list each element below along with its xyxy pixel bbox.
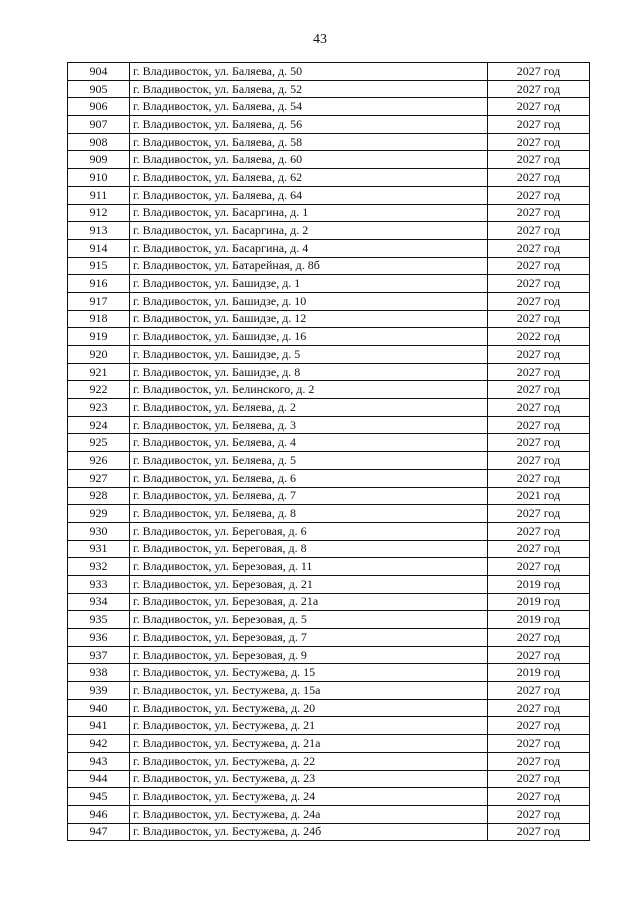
year-cell: 2027 год xyxy=(488,717,590,735)
year-cell: 2027 год xyxy=(488,788,590,806)
table-row xyxy=(68,169,590,187)
address-cell: г. Владивосток, ул. Батарейная, д. 8б xyxy=(130,257,488,275)
address-cell: г. Владивосток, ул. Бестужева, д. 23 xyxy=(130,770,488,788)
address-cell: г. Владивосток, ул. Беляева, д. 3 xyxy=(130,416,488,434)
row-number-cell: 924 xyxy=(68,416,130,434)
table-row xyxy=(68,292,590,310)
table-row xyxy=(68,788,590,806)
year-cell: 2027 год xyxy=(488,629,590,647)
year-cell: 2027 год xyxy=(488,169,590,187)
address-cell: г. Владивосток, ул. Баляева, д. 60 xyxy=(130,151,488,169)
row-number-cell: 935 xyxy=(68,611,130,629)
row-number-cell: 918 xyxy=(68,310,130,328)
row-number-cell: 922 xyxy=(68,381,130,399)
table-row xyxy=(68,381,590,399)
year-cell: 2019 год xyxy=(488,664,590,682)
table-row xyxy=(68,540,590,558)
address-cell: г. Владивосток, ул. Беляева, д. 8 xyxy=(130,505,488,523)
row-number-cell: 909 xyxy=(68,151,130,169)
row-number-cell: 947 xyxy=(68,823,130,841)
row-number-cell: 945 xyxy=(68,788,130,806)
row-number-cell: 938 xyxy=(68,664,130,682)
table-row xyxy=(68,151,590,169)
year-cell: 2019 год xyxy=(488,611,590,629)
year-cell: 2022 год xyxy=(488,328,590,346)
table-row xyxy=(68,646,590,664)
address-cell: г. Владивосток, ул. Башидзе, д. 1 xyxy=(130,275,488,293)
row-number-cell: 923 xyxy=(68,399,130,417)
table-row xyxy=(68,80,590,98)
row-number-cell: 907 xyxy=(68,116,130,134)
table-row xyxy=(68,522,590,540)
row-number-cell: 905 xyxy=(68,80,130,98)
row-number-cell: 913 xyxy=(68,222,130,240)
table-row xyxy=(68,469,590,487)
year-cell: 2027 год xyxy=(488,469,590,487)
table-row xyxy=(68,222,590,240)
table-row xyxy=(68,239,590,257)
year-cell: 2027 год xyxy=(488,133,590,151)
address-cell: г. Владивосток, ул. Береговая, д. 8 xyxy=(130,540,488,558)
page-number: 43 xyxy=(313,32,327,47)
year-cell: 2027 год xyxy=(488,151,590,169)
address-cell: г. Владивосток, ул. Баляева, д. 58 xyxy=(130,133,488,151)
table-row xyxy=(68,558,590,576)
address-cell: г. Владивосток, ул. Бестужева, д. 24 xyxy=(130,788,488,806)
year-cell: 2027 год xyxy=(488,452,590,470)
row-number-cell: 925 xyxy=(68,434,130,452)
year-cell: 2027 год xyxy=(488,204,590,222)
row-number-cell: 921 xyxy=(68,363,130,381)
row-number-cell: 937 xyxy=(68,646,130,664)
year-cell: 2027 год xyxy=(488,257,590,275)
address-cell: г. Владивосток, ул. Березовая, д. 21а xyxy=(130,593,488,611)
address-cell: г. Владивосток, ул. Бестужева, д. 21а xyxy=(130,735,488,753)
year-cell: 2019 год xyxy=(488,593,590,611)
address-cell: г. Владивосток, ул. Беляева, д. 7 xyxy=(130,487,488,505)
table-row xyxy=(68,593,590,611)
address-cell: г. Владивосток, ул. Березовая, д. 9 xyxy=(130,646,488,664)
row-number-cell: 912 xyxy=(68,204,130,222)
table-row xyxy=(68,63,590,81)
address-cell: г. Владивосток, ул. Бестужева, д. 15 xyxy=(130,664,488,682)
table-row xyxy=(68,823,590,841)
address-cell: г. Владивосток, ул. Башидзе, д. 10 xyxy=(130,292,488,310)
row-number-cell: 928 xyxy=(68,487,130,505)
table-row xyxy=(68,717,590,735)
row-number-cell: 926 xyxy=(68,452,130,470)
row-number-cell: 916 xyxy=(68,275,130,293)
address-cell: г. Владивосток, ул. Баляева, д. 62 xyxy=(130,169,488,187)
table-row xyxy=(68,257,590,275)
year-cell: 2027 год xyxy=(488,116,590,134)
year-cell: 2027 год xyxy=(488,222,590,240)
year-cell: 2027 год xyxy=(488,646,590,664)
row-number-cell: 940 xyxy=(68,699,130,717)
address-cell: г. Владивосток, ул. Башидзе, д. 16 xyxy=(130,328,488,346)
table-row xyxy=(68,133,590,151)
table-row xyxy=(68,363,590,381)
address-cell: г. Владивосток, ул. Бестужева, д. 21 xyxy=(130,717,488,735)
table-row xyxy=(68,346,590,364)
address-cell: г. Владивосток, ул. Басаргина, д. 1 xyxy=(130,204,488,222)
address-cell: г. Владивосток, ул. Башидзе, д. 5 xyxy=(130,346,488,364)
row-number-cell: 941 xyxy=(68,717,130,735)
row-number-cell: 915 xyxy=(68,257,130,275)
row-number-cell: 911 xyxy=(68,186,130,204)
table-row xyxy=(68,98,590,116)
address-cell: г. Владивосток, ул. Беляева, д. 4 xyxy=(130,434,488,452)
year-cell: 2019 год xyxy=(488,575,590,593)
address-cell: г. Владивосток, ул. Баляева, д. 54 xyxy=(130,98,488,116)
table-row xyxy=(68,452,590,470)
year-cell: 2027 год xyxy=(488,416,590,434)
year-cell: 2027 год xyxy=(488,699,590,717)
year-cell: 2027 год xyxy=(488,63,590,81)
row-number-cell: 910 xyxy=(68,169,130,187)
address-cell: г. Владивосток, ул. Березовая, д. 21 xyxy=(130,575,488,593)
row-number-cell: 939 xyxy=(68,682,130,700)
address-cell: г. Владивосток, ул. Басаргина, д. 4 xyxy=(130,239,488,257)
row-number-cell: 946 xyxy=(68,805,130,823)
row-number-cell: 914 xyxy=(68,239,130,257)
address-cell: г. Владивосток, ул. Бестужева, д. 15а xyxy=(130,682,488,700)
table-row xyxy=(68,505,590,523)
table-row xyxy=(68,434,590,452)
row-number-cell: 936 xyxy=(68,629,130,647)
address-cell: г. Владивосток, ул. Беляева, д. 2 xyxy=(130,399,488,417)
row-number-cell: 930 xyxy=(68,522,130,540)
table-row xyxy=(68,487,590,505)
year-cell: 2027 год xyxy=(488,805,590,823)
table-row xyxy=(68,116,590,134)
table-row xyxy=(68,611,590,629)
address-cell: г. Владивосток, ул. Беляева, д. 6 xyxy=(130,469,488,487)
table-row xyxy=(68,699,590,717)
address-cell: г. Владивосток, ул. Березовая, д. 11 xyxy=(130,558,488,576)
table-row xyxy=(68,275,590,293)
address-cell: г. Владивосток, ул. Березовая, д. 7 xyxy=(130,629,488,647)
year-cell: 2027 год xyxy=(488,823,590,841)
table-row xyxy=(68,770,590,788)
table-row xyxy=(68,328,590,346)
row-number-cell: 929 xyxy=(68,505,130,523)
year-cell: 2027 год xyxy=(488,522,590,540)
address-cell: г. Владивосток, ул. Беляева, д. 5 xyxy=(130,452,488,470)
year-cell: 2027 год xyxy=(488,682,590,700)
year-cell: 2027 год xyxy=(488,310,590,328)
address-cell: г. Владивосток, ул. Бестужева, д. 22 xyxy=(130,752,488,770)
year-cell: 2027 год xyxy=(488,381,590,399)
table-row xyxy=(68,664,590,682)
address-cell: г. Владивосток, ул. Бестужева, д. 20 xyxy=(130,699,488,717)
table-row xyxy=(68,735,590,753)
row-number-cell: 933 xyxy=(68,575,130,593)
table-row xyxy=(68,629,590,647)
address-table-body xyxy=(68,63,590,841)
table-row xyxy=(68,310,590,328)
address-cell: г. Владивосток, ул. Башидзе, д. 8 xyxy=(130,363,488,381)
year-cell: 2027 год xyxy=(488,558,590,576)
row-number-cell: 906 xyxy=(68,98,130,116)
address-cell: г. Владивосток, ул. Баляева, д. 50 xyxy=(130,63,488,81)
row-number-cell: 920 xyxy=(68,346,130,364)
row-number-cell: 934 xyxy=(68,593,130,611)
year-cell: 2027 год xyxy=(488,770,590,788)
year-cell: 2027 год xyxy=(488,505,590,523)
year-cell: 2027 год xyxy=(488,540,590,558)
address-cell: г. Владивосток, ул. Баляева, д. 64 xyxy=(130,186,488,204)
year-cell: 2027 год xyxy=(488,98,590,116)
table-row xyxy=(68,575,590,593)
row-number-cell: 917 xyxy=(68,292,130,310)
row-number-cell: 942 xyxy=(68,735,130,753)
year-cell: 2021 год xyxy=(488,487,590,505)
row-number-cell: 931 xyxy=(68,540,130,558)
table-row xyxy=(68,416,590,434)
year-cell: 2027 год xyxy=(488,275,590,293)
row-number-cell: 904 xyxy=(68,63,130,81)
year-cell: 2027 год xyxy=(488,80,590,98)
year-cell: 2027 год xyxy=(488,434,590,452)
table-row xyxy=(68,186,590,204)
address-cell: г. Владивосток, ул. Басаргина, д. 2 xyxy=(130,222,488,240)
row-number-cell: 908 xyxy=(68,133,130,151)
year-cell: 2027 год xyxy=(488,186,590,204)
row-number-cell: 944 xyxy=(68,770,130,788)
table-row xyxy=(68,805,590,823)
address-cell: г. Владивосток, ул. Бестужева, д. 24б xyxy=(130,823,488,841)
table-row xyxy=(68,752,590,770)
address-cell: г. Владивосток, ул. Белинского, д. 2 xyxy=(130,381,488,399)
address-cell: г. Владивосток, ул. Береговая, д. 6 xyxy=(130,522,488,540)
year-cell: 2027 год xyxy=(488,292,590,310)
year-cell: 2027 год xyxy=(488,399,590,417)
table-row xyxy=(68,204,590,222)
address-cell: г. Владивосток, ул. Бестужева, д. 24а xyxy=(130,805,488,823)
year-cell: 2027 год xyxy=(488,752,590,770)
address-table xyxy=(67,62,590,841)
year-cell: 2027 год xyxy=(488,346,590,364)
row-number-cell: 919 xyxy=(68,328,130,346)
row-number-cell: 932 xyxy=(68,558,130,576)
table-row xyxy=(68,682,590,700)
address-cell: г. Владивосток, ул. Березовая, д. 5 xyxy=(130,611,488,629)
year-cell: 2027 год xyxy=(488,735,590,753)
address-cell: г. Владивосток, ул. Башидзе, д. 12 xyxy=(130,310,488,328)
year-cell: 2027 год xyxy=(488,363,590,381)
year-cell: 2027 год xyxy=(488,239,590,257)
address-cell: г. Владивосток, ул. Баляева, д. 56 xyxy=(130,116,488,134)
row-number-cell: 927 xyxy=(68,469,130,487)
address-cell: г. Владивосток, ул. Баляева, д. 52 xyxy=(130,80,488,98)
row-number-cell: 943 xyxy=(68,752,130,770)
table-row xyxy=(68,399,590,417)
